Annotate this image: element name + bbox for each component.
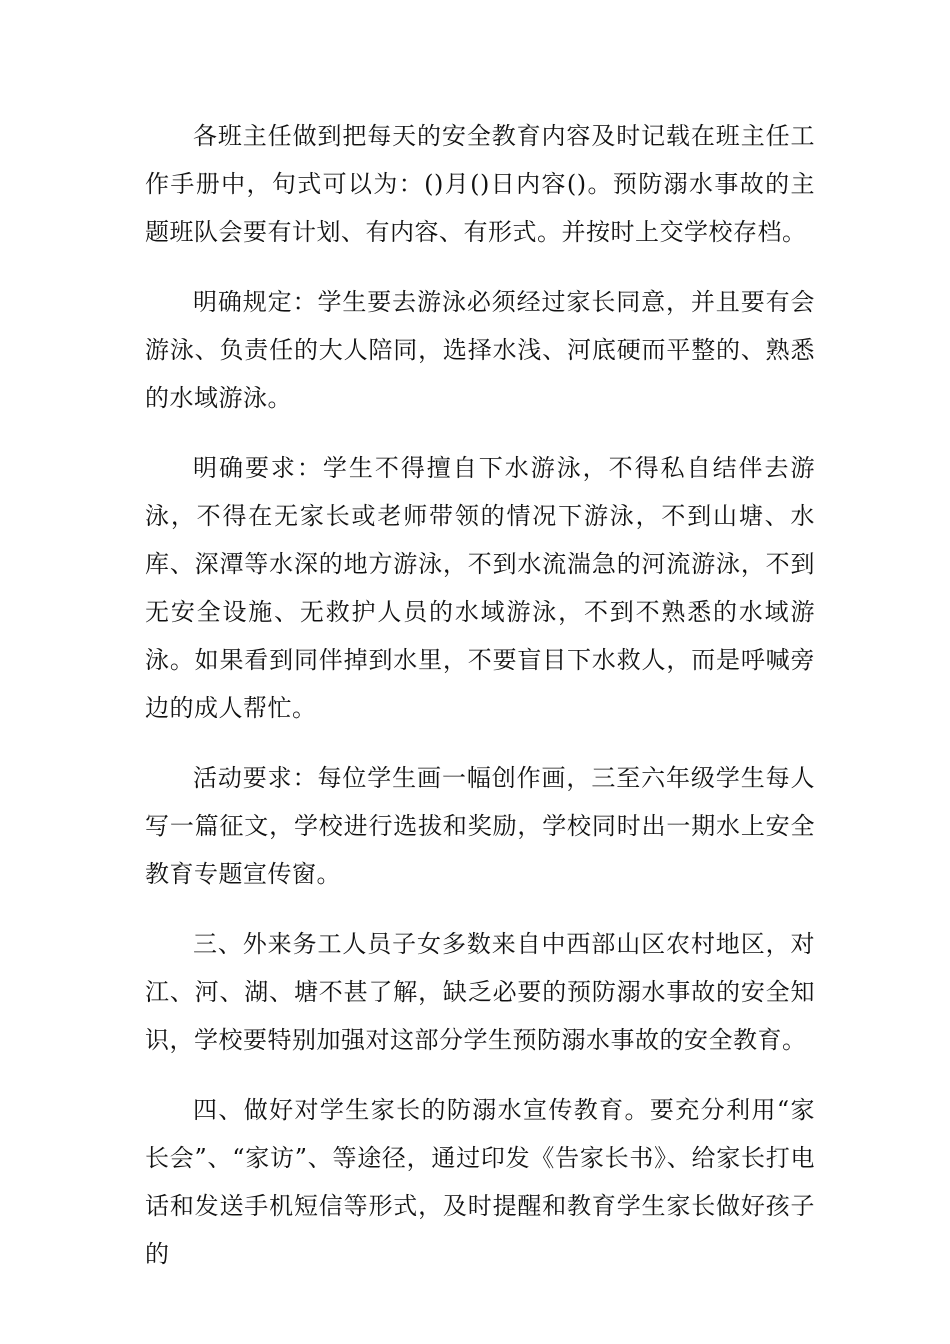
paragraph-class-teacher-records: 各班主任做到把每天的安全教育内容及时记载在班主任工作手册中，句式可以为：()月()日内容()。预防溺水事故的主题班队会要有计划、有内容、有形式。并按时上交学校存档。 bbox=[145, 122, 815, 246]
paragraph-swimming-rules: 明确规定：学生要去游泳必须经过家长同意，并且要有会游泳、负责任的大人陪同，选择水浅、河底硬而平整的、熟悉的水域游泳。 bbox=[145, 288, 815, 412]
paragraph-parent-education: 四、做好对学生家长的防溺水宣传教育。要充分利用“家长会”、“家访”、等途径，通过印发《告家长书》、给家长打电话和发送手机短信等形式，及时提醒和教育学生家长做好孩子的 bbox=[145, 1096, 815, 1268]
paragraph-activity-requirements: 活动要求：每位学生画一幅创作画，三至六年级学生每人写一篇征文，学校进行选拔和奖励，学校同时出一期水上安全教育专题宣传窗。 bbox=[145, 764, 815, 888]
document-body bbox=[145, 112, 815, 1300]
paragraph-swimming-requirements: 明确要求：学生不得擅自下水游泳，不得私自结伴去游泳，不得在无家长或老师带领的情况下游泳，不到山塘、水库、深潭等水深的地方游泳，不到水流湍急的河流游泳，不到无安全设施、无救护人员的水域游泳，不到不熟悉的水域游泳。如果看到同伴掉到水里，不要盲目下水救人，而是呼喊旁边的成人帮忙。 bbox=[145, 454, 815, 722]
paragraph-migrant-children: 三、外来务工人员子女多数来自中西部山区农村地区，对江、河、湖、塘不甚了解，缺乏必要的预防溺水事故的安全知识，学校要特别加强对这部分学生预防溺水事故的安全教育。 bbox=[145, 930, 815, 1054]
